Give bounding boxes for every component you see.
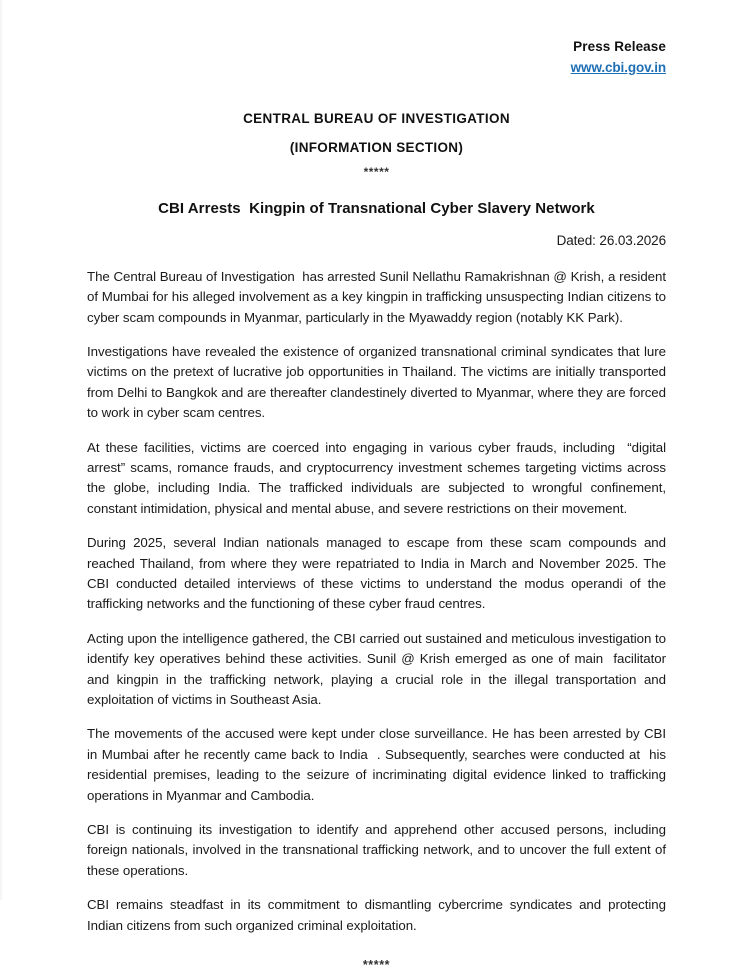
organization-name: CENTRAL BUREAU OF INVESTIGATION (243, 110, 510, 126)
paragraph: Acting upon the intelligence gathered, the CBI carried out sustained and meticulous investigation to identify key operatives behind these activities. Sunil @ Krish emerged as one of main facilitator and kingpin in the trafficking network, playing a crucial role in the illegal transportation and exploitation of victims in Southeast Asia. (87, 630, 670, 708)
paragraph: At these facilities, victims are coerced into engaging in various cyber frauds, including “digital arrest” scams, romance frauds, and cryptocurrency investment schemes targeting victims across the globe, including India. The trafficked individuals are subjected to wrongful confinement, constant intimidation, physical and mental abuse, and severe restrictions on their movement. (87, 439, 670, 516)
paragraph: The movements of the accused were kept under close surveillance. He has been arrested by CBI in Mumbai after he recently came back to India . Subsequently, searches were conducted at his residential premises, leading to the seizure of incriminating digital evidence linked to trafficking operations in Myanmar and Cambodia. (87, 726, 670, 803)
page-title: CBI Arrests Kingpin of Transnational Cyber Slavery Network (158, 199, 595, 217)
organization-section: (INFORMATION SECTION) (289, 139, 464, 155)
paragraph: CBI is continuing its investigation to identify and apprehend other accused persons, including foreign nationals, involved in the transnational trafficking network, and to uncover the full extent of these operations. (87, 822, 670, 878)
paragraph: Investigations have revealed the existence of organized transnational criminal syndicates that lure victims on the pretext of lucrative job opportunities in Thailand. The victims are initially transported from Delhi to Bangkok and are thereafter clandestinely diverted to Myanmar, where they are forced to work in cyber scam centres. (87, 343, 670, 421)
cbi-website-link[interactable]: www.cbi.gov.in (570, 59, 666, 75)
separator-asterisks-top: ***** (363, 164, 390, 179)
paragraph: During 2025, several Indian nationals managed to escape from these scam compounds and reached Thailand, from where they were repatriated to India in March and November 2025. The CBI conducted detailed interviews of these victims to understand the modus operandi of the trafficking networks and the functioning of these cyber fraud centres. (87, 535, 670, 612)
release-date: Dated: 26.03.2026 (556, 232, 666, 248)
separator-asterisks-bottom: ***** (362, 958, 391, 972)
organization-heading (87, 111, 666, 179)
masthead (87, 38, 666, 79)
press-release-label: Press Release (573, 39, 666, 54)
paragraph: CBI remains steadfast in its commitment to dismantling cybercrime syndicates and protecting Indian citizens from such organized criminal exploitation. (87, 897, 670, 933)
body-copy (87, 267, 670, 936)
paragraph: The Central Bureau of Investigation has arrested Sunil Nellathu Ramakrishnan @ Krish, a resident of Mumbai for his alleged involvement as a key kingpin in trafficking unsuspecting Indian citizens to cyber scam compounds in Myanmar, particularly in the Myawaddy region (notably KK Park). (87, 268, 670, 325)
